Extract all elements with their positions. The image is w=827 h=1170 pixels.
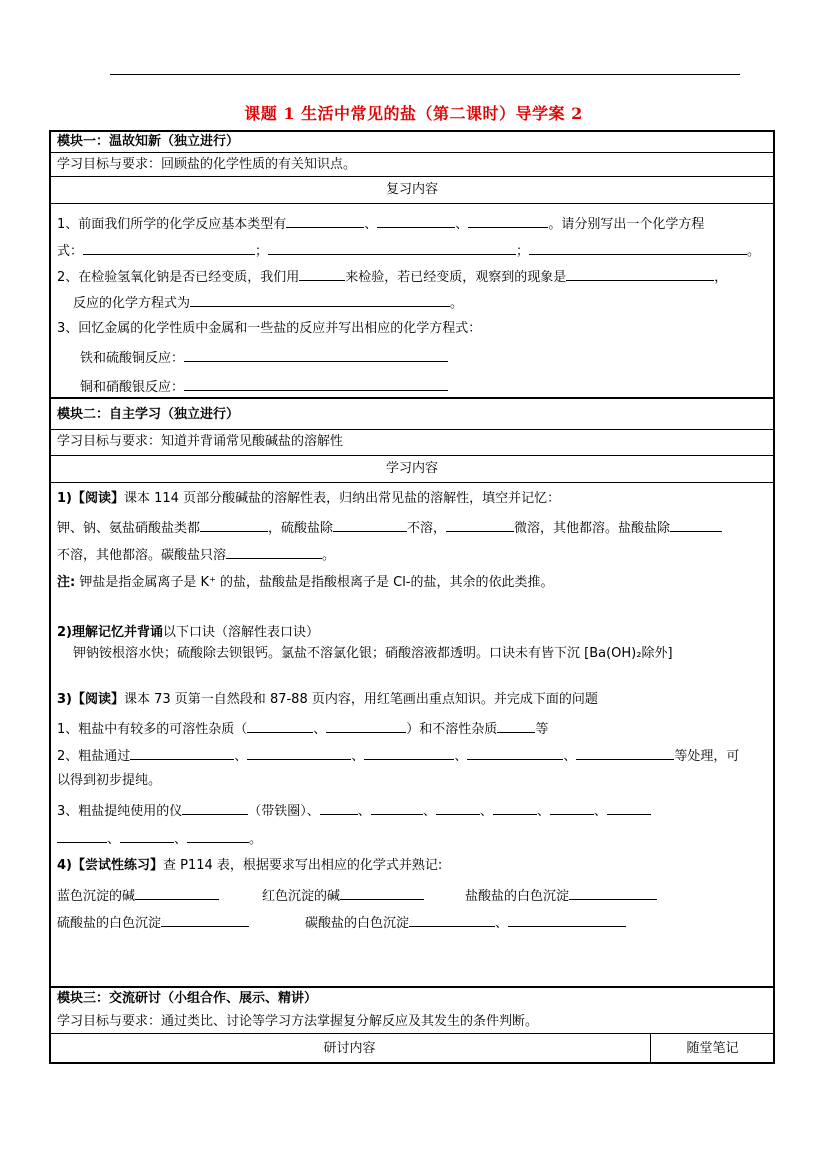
answer-blank[interactable] bbox=[670, 518, 722, 532]
p4-row2b: 碳酸盐的白色沉淀 、 bbox=[305, 913, 626, 932]
q2-line1: 2、在检验氢氧化钠是否已经变质，我们用 来检验，若已经变质，观察到的现象是 ， bbox=[57, 267, 727, 286]
answer-blank[interactable] bbox=[187, 829, 249, 843]
answer-blank[interactable] bbox=[566, 267, 714, 281]
row-divider bbox=[49, 1033, 775, 1034]
answer-blank[interactable] bbox=[135, 886, 219, 900]
answer-blank[interactable] bbox=[247, 719, 313, 733]
answer-blank[interactable] bbox=[226, 545, 322, 559]
answer-blank[interactable] bbox=[371, 801, 423, 815]
answer-blank[interactable] bbox=[320, 801, 358, 815]
module3-goal: 学习目标与要求：通过类比、讨论等学习方法掌握复分解反应及其发生的条件判断。 bbox=[57, 1014, 539, 1029]
answer-blank[interactable] bbox=[529, 241, 747, 255]
answer-blank[interactable] bbox=[190, 293, 450, 307]
answer-blank[interactable] bbox=[333, 518, 407, 532]
module2-section-title: 学习内容 bbox=[385, 461, 438, 476]
module1-goal: 学习目标与要求：回顾盐的化学性质的有关知识点。 bbox=[57, 157, 357, 172]
note-line: 注: 钾盐是指金属离子是 K⁺ 的盐，盐酸盐是指酸根离子是 Cl-的盐，其余的依此类推。 bbox=[57, 575, 554, 590]
q2-line2: 反应的化学方程式为 。 bbox=[73, 293, 463, 312]
answer-blank[interactable] bbox=[377, 214, 455, 228]
answer-blank[interactable] bbox=[550, 801, 594, 815]
answer-blank[interactable] bbox=[200, 518, 268, 532]
answer-blank[interactable] bbox=[120, 829, 174, 843]
answer-blank[interactable] bbox=[508, 913, 626, 927]
p4-row1: 蓝色沉淀的碱 bbox=[57, 886, 219, 905]
page-title: 课题 1 生活中常见的盐（第二课时）导学案 2 bbox=[244, 104, 583, 123]
answer-blank[interactable] bbox=[130, 746, 234, 760]
p3-q2: 2、粗盐通过 、 、 、 、 等处理，可 bbox=[57, 746, 739, 765]
answer-blank[interactable] bbox=[497, 719, 535, 733]
row-divider bbox=[49, 176, 775, 177]
module-divider bbox=[49, 397, 775, 399]
module2-heading: 模块二：自主学习（独立进行） bbox=[57, 407, 240, 422]
module-divider bbox=[49, 986, 775, 988]
answer-blank[interactable] bbox=[468, 214, 548, 228]
answer-blank[interactable] bbox=[268, 241, 516, 255]
answer-blank[interactable] bbox=[364, 746, 454, 760]
answer-blank[interactable] bbox=[467, 746, 563, 760]
answer-blank[interactable] bbox=[184, 377, 448, 391]
p1-line1: 1)【阅读】课本 114 页部分酸碱盐的溶解性表，归纳出常见盐的溶解性，填空并记忆： bbox=[57, 491, 561, 506]
q3-item1: 铁和硫酸铜反应： bbox=[80, 348, 448, 367]
p3-q3-cont: 、 、 。 bbox=[57, 829, 262, 848]
row-divider bbox=[49, 482, 775, 483]
answer-blank[interactable] bbox=[569, 886, 657, 900]
q1-line2: 式： ； ； 。 bbox=[57, 241, 760, 260]
header-rule bbox=[110, 74, 740, 75]
col-discussion-content: 研讨内容 bbox=[323, 1041, 376, 1056]
q3-line1: 3、回忆金属的化学性质中金属和一些盐的反应并写出相应的化学方程式： bbox=[57, 321, 482, 336]
p3-q2-cont: 以得到初步提纯。 bbox=[57, 773, 162, 788]
answer-blank[interactable] bbox=[409, 913, 495, 927]
row-divider bbox=[49, 455, 775, 456]
p3-q1: 1、粗盐中有较多的可溶性杂质（ 、 ）和不溶性杂质 等 bbox=[57, 719, 548, 738]
row-divider bbox=[49, 429, 775, 430]
p3-q3: 3、粗盐提纯使用的仪 （带铁圈）、 、 、 、 、 、 bbox=[57, 801, 651, 820]
p3-line1: 3)【阅读】课本 73 页第一自然段和 87-88 页内容，用红笔画出重点知识。并完成下面的问题 bbox=[57, 692, 598, 707]
module2-goal: 学习目标与要求：知道并背诵常见酸碱盐的溶解性 bbox=[57, 434, 344, 449]
answer-blank[interactable] bbox=[161, 913, 249, 927]
answer-blank[interactable] bbox=[286, 214, 364, 228]
answer-blank[interactable] bbox=[247, 746, 351, 760]
answer-blank[interactable] bbox=[607, 801, 651, 815]
answer-blank[interactable] bbox=[436, 801, 480, 815]
answer-blank[interactable] bbox=[182, 801, 248, 815]
module3-heading: 模块三：交流研讨（小组合作、展示、精讲） bbox=[57, 991, 318, 1006]
p4-row1c: 盐酸盐的白色沉淀 bbox=[465, 886, 657, 905]
answer-blank[interactable] bbox=[83, 241, 255, 255]
p2-heading: 2)理解记忆并背诵以下口诀（溶解性表口诀） bbox=[57, 625, 320, 640]
answer-blank[interactable] bbox=[446, 518, 514, 532]
answer-blank[interactable] bbox=[326, 719, 406, 733]
p4-row1b: 红色沉淀的碱 bbox=[262, 886, 424, 905]
p1-line2: 钾、钠、氨盐硝酸盐类都 ，硫酸盐除 不溶， 微溶，其他都溶。盐酸盐除 bbox=[57, 518, 722, 537]
p2-mnemonic: 钾钠铵根溶水快；硫酸除去钡银钙。氯盐不溶氯化银；硝酸溶液都透明。口诀未有皆下沉 [Ba(OH)₂除外] bbox=[73, 646, 673, 661]
col-class-notes: 随堂笔记 bbox=[686, 1041, 739, 1056]
p1-line3: 不溶，其他都溶。碳酸盐只溶 。 bbox=[57, 545, 335, 564]
q3-item2: 铜和硝酸银反应： bbox=[80, 377, 448, 396]
p4-line1: 4)【尝试性练习】查 P114 表，根据要求写出相应的化学式并熟记: bbox=[57, 858, 443, 873]
p4-row2: 硫酸盐的白色沉淀 bbox=[57, 913, 249, 932]
answer-blank[interactable] bbox=[57, 829, 107, 843]
answer-blank[interactable] bbox=[493, 801, 537, 815]
module1-heading: 模块一：温故知新（独立进行） bbox=[57, 134, 240, 149]
answer-blank[interactable] bbox=[340, 886, 424, 900]
module1-section-title: 复习内容 bbox=[385, 182, 438, 197]
answer-blank[interactable] bbox=[184, 348, 448, 362]
row-divider bbox=[49, 203, 775, 204]
row-divider bbox=[49, 152, 775, 153]
answer-blank[interactable] bbox=[299, 267, 345, 281]
q1-line1: 1、前面我们所学的化学反应基本类型有 、 、 。请分别写出一个化学方程 bbox=[57, 214, 704, 233]
answer-blank[interactable] bbox=[576, 746, 674, 760]
